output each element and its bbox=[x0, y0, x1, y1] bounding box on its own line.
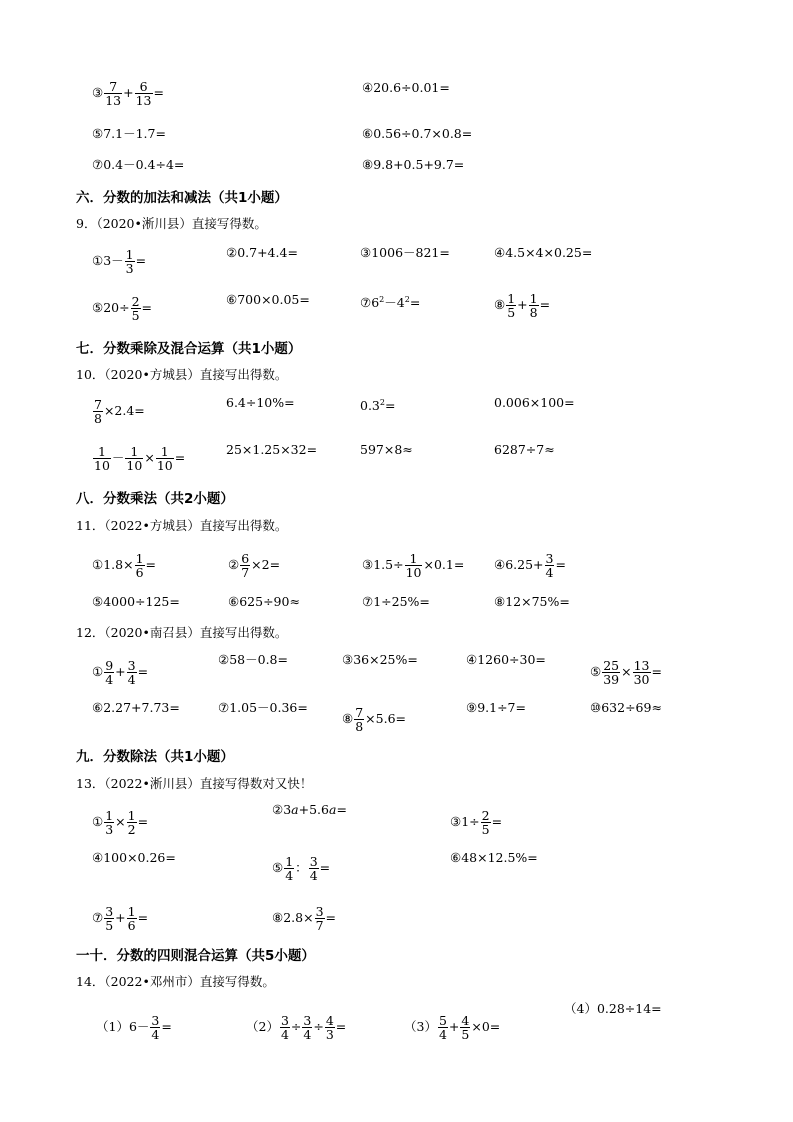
fraction: $\frac{9}{4}$ bbox=[105, 658, 114, 687]
fraction: $\frac{2}{5}$ bbox=[131, 294, 140, 323]
fraction: $\frac{2}{5}$ bbox=[481, 808, 490, 837]
problem-item: ⑦1÷25%= bbox=[362, 594, 430, 609]
fraction: $\frac{7}{8}$ bbox=[94, 397, 102, 426]
fraction: $\frac{1}{6}$ bbox=[135, 551, 144, 580]
question-stem: 12．（2020•南召县）直接写出得数。 bbox=[76, 625, 288, 640]
problem-item: ③36×25%= bbox=[342, 652, 418, 667]
problem-item: ③1÷ $\frac{2}{5}$ = bbox=[450, 808, 503, 837]
problem-item: ⑥625÷90≈ bbox=[228, 594, 300, 609]
fraction: $\frac{1}{10}$ bbox=[405, 551, 422, 580]
section-heading: 一十．分数的四则混合运算（共5小题） bbox=[76, 948, 315, 964]
problem-item: ③1.5÷ $\frac{1}{10}$ ×0.1= bbox=[362, 551, 465, 580]
problem-item: （4）0.28÷14= bbox=[564, 1001, 662, 1016]
problem-item: （1）6－ $\frac{3}{4}$ = bbox=[96, 1013, 172, 1042]
problem-item: （2） $\frac{3}{4}$ ÷ $\frac{3}{4}$ ÷ $\frac{4}{3}$ = bbox=[246, 1013, 347, 1042]
fraction: $\frac{1}{10}$ bbox=[126, 444, 143, 473]
fraction: $\frac{1}{6}$ bbox=[127, 904, 136, 933]
problem-item: $\frac{1}{10}$ － $\frac{1}{10}$ × $\frac{1}{10}$ = bbox=[94, 444, 186, 473]
problem-item: ⑦0.4－0.4÷4= bbox=[92, 157, 185, 172]
fraction: $\frac{6}{7}$ bbox=[241, 551, 250, 580]
problem-item: ⑥2.27+7.73= bbox=[92, 700, 180, 715]
problem-item: ②3a+5.6a= bbox=[272, 802, 347, 817]
problem-item: ⑥0.56÷0.7×0.8= bbox=[362, 126, 473, 141]
fraction: $\frac{3}{4}$ bbox=[127, 658, 136, 687]
fraction: $\frac{3}{4}$ bbox=[309, 854, 318, 883]
question-stem: 11．（2022•方城县）直接写出得数。 bbox=[76, 518, 288, 533]
problem-item: ③ $\frac{7}{13}$ + $\frac{6}{13}$ = bbox=[92, 79, 164, 108]
problem-item: ①3－ $\frac{1}{3}$ = bbox=[92, 247, 147, 276]
problem-item: ④1260÷30= bbox=[466, 652, 546, 667]
fraction: $\frac{4}{5}$ bbox=[461, 1013, 470, 1042]
problem-item: ⑦1.05－0.36= bbox=[218, 700, 308, 715]
section-heading: 九．分数除法（共1小题） bbox=[76, 749, 234, 765]
problem-item: ②0.7+4.4= bbox=[226, 245, 298, 260]
fraction: $\frac{3}{4}$ bbox=[280, 1013, 289, 1042]
question-stem: 9．（2020•淅川县）直接写得数。 bbox=[76, 216, 267, 231]
problem-item: ④4.5×4×0.25= bbox=[494, 245, 593, 260]
problem-item: ⑩632÷69≈ bbox=[590, 700, 662, 715]
problem-item: ④20.6÷0.01= bbox=[362, 80, 450, 95]
fraction: $\frac{3}{4}$ bbox=[545, 551, 554, 580]
section-heading: 六．分数的加法和减法（共1小题） bbox=[76, 190, 288, 206]
fraction: $\frac{1}{10}$ bbox=[156, 444, 173, 473]
fraction: $\frac{1}{5}$ bbox=[507, 291, 516, 320]
problem-item: ① $\frac{1}{3}$ × $\frac{1}{2}$ = bbox=[92, 808, 149, 837]
problem-item: ③1006－821= bbox=[360, 245, 450, 260]
problem-item: ⑤20÷ $\frac{2}{5}$ = bbox=[92, 294, 153, 323]
fraction: $\frac{3}{4}$ bbox=[151, 1013, 160, 1042]
problem-item: ⑤4000÷125= bbox=[92, 594, 180, 609]
problem-item: $⑦6^2-4^2=$ bbox=[360, 295, 421, 311]
fraction: $\frac{5}{4}$ bbox=[438, 1013, 447, 1042]
problem-item: 6287÷7≈ bbox=[494, 442, 555, 457]
question-stem: 13．（2022•淅川县）直接写得数对又快！ bbox=[76, 776, 313, 791]
fraction: $\frac{3}{5}$ bbox=[105, 904, 114, 933]
problem-item: ⑧9.8+0.5+9.7= bbox=[362, 157, 465, 172]
fraction: $\frac{7}{13}$ bbox=[105, 79, 122, 108]
problem-item: ⑧ $\frac{7}{8}$ ×5.6= bbox=[342, 705, 406, 734]
problem-item: ④100×0.26= bbox=[92, 850, 176, 865]
problem-item: ⑦ $\frac{3}{5}$ + $\frac{1}{6}$ = bbox=[92, 904, 149, 933]
problem-item: ②58－0.8= bbox=[218, 652, 288, 667]
problem-item: ⑨9.1÷7= bbox=[466, 700, 526, 715]
problem-item: 25×1.25×32= bbox=[226, 442, 318, 457]
fraction: $\frac{7}{8}$ bbox=[355, 705, 364, 734]
problem-item: $0.3^2=$ bbox=[360, 398, 396, 414]
fraction: $\frac{1}{8}$ bbox=[529, 291, 538, 320]
fraction: $\frac{4}{3}$ bbox=[325, 1013, 334, 1042]
problem-item: （3） $\frac{5}{4}$ + $\frac{4}{5}$ ×0= bbox=[404, 1013, 501, 1042]
fraction: $\frac{1}{10}$ bbox=[94, 444, 110, 473]
fraction: $\frac{6}{13}$ bbox=[135, 79, 152, 108]
fraction: $\frac{1}{2}$ bbox=[127, 808, 136, 837]
problem-item: ⑧12×75%= bbox=[494, 594, 570, 609]
section-heading: 七．分数乘除及混合运算（共1小题） bbox=[76, 341, 302, 357]
question-stem: 14．（2022•邓州市）直接写得数。 bbox=[76, 974, 275, 989]
problem-item: ⑧ $\frac{1}{5}$ + $\frac{1}{8}$ = bbox=[494, 291, 551, 320]
fraction: $\frac{3}{4}$ bbox=[303, 1013, 312, 1042]
fraction: $\frac{1}{3}$ bbox=[105, 808, 114, 837]
problem-item: 597×8≈ bbox=[360, 442, 413, 457]
problem-item: $\frac{7}{8}$ ×2.4= bbox=[94, 397, 145, 426]
fraction: $\frac{13}{30}$ bbox=[633, 658, 650, 687]
question-stem: 10．（2020•方城县）直接写出得数。 bbox=[76, 367, 288, 382]
problem-item: ⑧2.8× $\frac{3}{7}$ = bbox=[272, 904, 336, 933]
section-heading: 八．分数乘法（共2小题） bbox=[76, 491, 234, 507]
problem-item: ⑥700×0.05= bbox=[226, 292, 310, 307]
problem-item: ① $\frac{9}{4}$ + $\frac{3}{4}$ = bbox=[92, 658, 149, 687]
problem-item: ⑥48×12.5%= bbox=[450, 850, 538, 865]
problem-item: ⑤ $\frac{1}{4}$ ： $\frac{3}{4}$ = bbox=[272, 854, 331, 883]
problem-item: 0.006×100= bbox=[494, 395, 575, 410]
fraction: $\frac{3}{7}$ bbox=[315, 904, 324, 933]
fraction: $\frac{1}{4}$ bbox=[285, 854, 294, 883]
problem-item: ② $\frac{6}{7}$ ×2= bbox=[228, 551, 281, 580]
problem-item: ⑤ $\frac{25}{39}$ × $\frac{13}{30}$ = bbox=[590, 658, 662, 687]
problem-item: 6.4÷10%= bbox=[226, 395, 295, 410]
problem-item: ⑤7.1－1.7= bbox=[92, 126, 166, 141]
fraction: $\frac{1}{3}$ bbox=[125, 247, 134, 276]
problem-item: ④6.25+ $\frac{3}{4}$ = bbox=[494, 551, 566, 580]
problem-item: ①1.8× $\frac{1}{6}$ = bbox=[92, 551, 156, 580]
fraction: $\frac{25}{39}$ bbox=[603, 658, 620, 687]
